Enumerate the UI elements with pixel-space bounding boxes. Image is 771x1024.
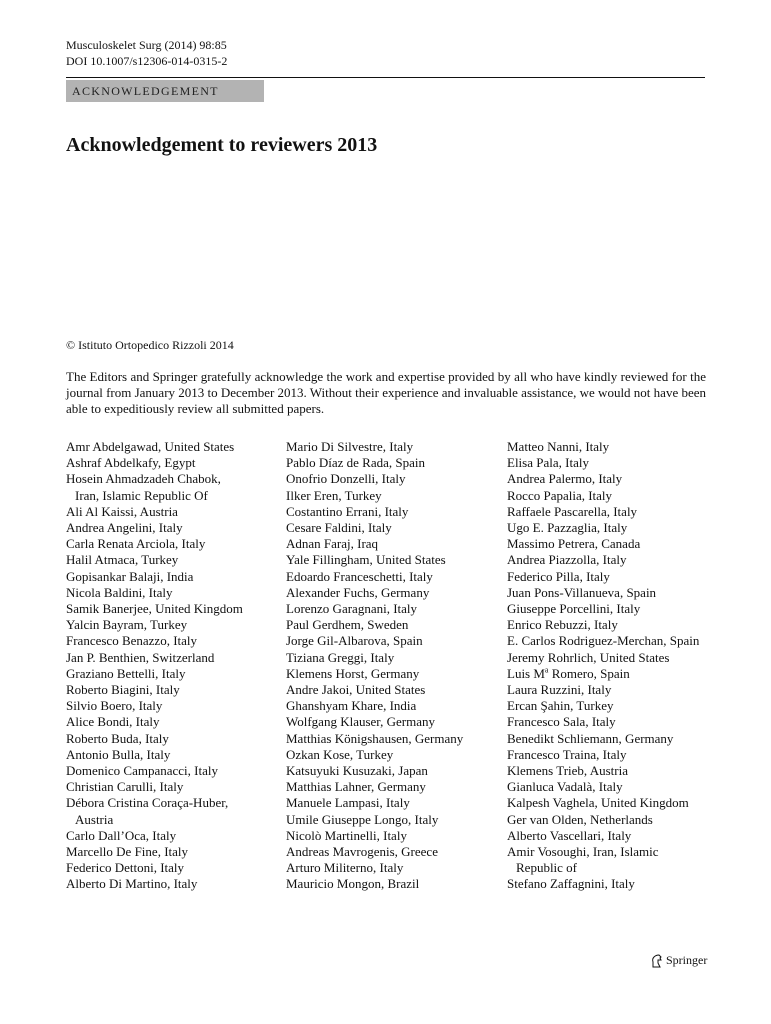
- reviewer-entry: Ger van Olden, Netherlands: [507, 811, 653, 827]
- reviewer-entry: Carla Renata Arciola, Italy: [66, 536, 206, 552]
- header-rule: [66, 77, 705, 78]
- reviewer-entry: Jeremy Rohrlich, United States: [507, 649, 670, 665]
- reviewer-entry: Ashraf Abdelkafy, Egypt: [66, 455, 196, 471]
- reviewer-entry: Adnan Faraj, Iraq: [286, 536, 379, 552]
- reviewer-entry: Arturo Militerno, Italy: [286, 860, 404, 876]
- reviewer-entry: Ilker Eren, Turkey: [286, 487, 382, 503]
- reviewer-entry: Benedikt Schliemann, Germany: [507, 730, 674, 746]
- reviewer-entry: Halil Atmaca, Turkey: [66, 552, 179, 568]
- article-meta: [66, 37, 227, 69]
- reviewer-entry: Nicolò Martinelli, Italy: [286, 827, 407, 843]
- copyright-notice: © Istituto Ortopedico Rizzoli 2014: [66, 338, 234, 352]
- reviewer-entry: Mario Di Silvestre, Italy: [286, 439, 414, 454]
- reviewer-entry: Andrea Palermo, Italy: [507, 471, 623, 487]
- reviewer-entry: Ugo E. Pazzaglia, Italy: [507, 520, 628, 536]
- reviewer-entry: Antonio Bulla, Italy: [66, 746, 171, 762]
- reviewer-entry: Katsuyuki Kusuzaki, Japan: [286, 763, 428, 779]
- reviewer-column-1: [66, 439, 288, 893]
- journal-citation: Musculoskelet Surg (2014) 98:85: [66, 38, 227, 52]
- reviewer-entry: Amir Vosoughi, Iran, Islamic Republic of: [507, 844, 729, 876]
- reviewer-entry: Andre Jakoi, United States: [286, 682, 426, 698]
- reviewer-entry: Roberto Biagini, Italy: [66, 682, 180, 698]
- reviewer-entry: Silvio Boero, Italy: [66, 698, 163, 714]
- reviewer-entry: Hosein Ahmadzadeh Chabok, Iran, Islamic Republic Of: [66, 471, 288, 503]
- reviewer-entry: Mauricio Mongon, Brazil: [286, 876, 420, 892]
- reviewer-entry: Matteo Nanni, Italy: [507, 439, 610, 454]
- reviewer-entry: Francesco Benazzo, Italy: [66, 633, 198, 649]
- reviewer-entry: Matthias Lahner, Germany: [286, 779, 426, 795]
- reviewer-entry: Roberto Buda, Italy: [66, 730, 169, 746]
- reviewer-entry: Yalcin Bayram, Turkey: [66, 617, 188, 633]
- section-tag: ACKNOWLEDGEMENT: [66, 80, 264, 102]
- reviewer-entry: Pablo Díaz de Rada, Spain: [286, 455, 425, 471]
- page-title: Acknowledgement to reviewers 2013: [66, 134, 378, 156]
- reviewer-entry: Yale Fillingham, United States: [286, 552, 446, 568]
- reviewer-entry: Paul Gerdhem, Sweden: [286, 617, 409, 633]
- reviewer-entry: Alberto Vascellari, Italy: [507, 827, 632, 843]
- reviewer-entry: Marcello De Fine, Italy: [66, 844, 189, 860]
- reviewer-entry: Lorenzo Garagnani, Italy: [286, 601, 418, 617]
- reviewer-entry: Stefano Zaffagnini, Italy: [507, 876, 635, 892]
- reviewer-entry: Gianluca Vadalà, Italy: [507, 779, 623, 795]
- reviewer-entry: Nicola Baldini, Italy: [66, 584, 173, 600]
- reviewer-entry: Domenico Campanacci, Italy: [66, 763, 218, 779]
- reviewer-entry: Ali Al Kaissi, Austria: [66, 503, 178, 519]
- publisher-name: Springer: [666, 953, 708, 967]
- reviewer-entry: Andrea Angelini, Italy: [66, 520, 183, 536]
- doi: DOI 10.1007/s12306-014-0315-2: [66, 54, 228, 68]
- reviewer-entry: Ghanshyam Khare, India: [286, 698, 417, 714]
- reviewer-entry: Christian Carulli, Italy: [66, 779, 184, 795]
- reviewer-entry-continuation: Austria: [75, 811, 114, 827]
- reviewer-entry: Tiziana Greggi, Italy: [286, 649, 395, 665]
- reviewer-entry: Costantino Errani, Italy: [286, 503, 409, 519]
- reviewer-entry: Rocco Papalia, Italy: [507, 487, 613, 503]
- reviewer-entry: Alice Bondi, Italy: [66, 714, 160, 730]
- reviewer-entry: E. Carlos Rodriguez-Merchan, Spain: [507, 633, 700, 649]
- reviewer-entry: Débora Cristina Coraça-Huber, Austria: [66, 795, 288, 827]
- reviewer-entry: Klemens Horst, Germany: [286, 665, 420, 681]
- reviewer-entry: Edoardo Franceschetti, Italy: [286, 568, 433, 584]
- publisher-logo: [650, 953, 707, 968]
- reviewer-entry: Umile Giuseppe Longo, Italy: [286, 811, 439, 827]
- reviewer-entry: Alberto Di Martino, Italy: [66, 876, 198, 892]
- springer-horse-icon: [650, 954, 663, 968]
- reviewer-entry: Wolfgang Klauser, Germany: [286, 714, 435, 730]
- reviewer-entry: Gopisankar Balaji, India: [66, 568, 194, 584]
- reviewer-entry: Cesare Faldini, Italy: [286, 520, 392, 536]
- reviewer-entry: Elisa Pala, Italy: [507, 455, 589, 471]
- reviewer-entry: Jan P. Benthien, Switzerland: [66, 649, 215, 665]
- reviewer-entry: Luis $M^a$ Romero, Spain: [507, 665, 630, 681]
- reviewer-entry: Andreas Mavrogenis, Greece: [286, 844, 438, 860]
- reviewer-entry: Ercan Şahin, Turkey: [507, 698, 614, 714]
- reviewer-entry: Federico Pilla, Italy: [507, 568, 610, 584]
- reviewer-entry: Andrea Piazzolla, Italy: [507, 552, 627, 568]
- reviewer-entry: Carlo Dall’Oca, Italy: [66, 827, 177, 843]
- reviewer-entry: Kalpesh Vaghela, United Kingdom: [507, 795, 689, 811]
- reviewer-column-3: [507, 439, 729, 893]
- reviewer-entry: Alexander Fuchs, Germany: [286, 584, 430, 600]
- reviewer-entry: Massimo Petrera, Canada: [507, 536, 641, 552]
- reviewer-entry: Giuseppe Porcellini, Italy: [507, 601, 641, 617]
- reviewer-entry: Federico Dettoni, Italy: [66, 860, 185, 876]
- reviewer-entry: Ozkan Kose, Turkey: [286, 746, 394, 762]
- reviewer-column-2: [286, 439, 508, 893]
- reviewer-entry: Manuele Lampasi, Italy: [286, 795, 410, 811]
- reviewer-entry: Matthias Königshausen, Germany: [286, 730, 464, 746]
- reviewer-entry: Juan Pons-Villanueva, Spain: [507, 584, 657, 600]
- reviewer-entry: Graziano Bettelli, Italy: [66, 665, 186, 681]
- reviewer-entry: Raffaele Pascarella, Italy: [507, 503, 638, 519]
- reviewer-entry: Jorge Gil-Albarova, Spain: [286, 633, 423, 649]
- reviewer-entry: Amr Abdelgawad, United States: [66, 439, 235, 454]
- reviewer-entry: Onofrio Donzelli, Italy: [286, 471, 406, 487]
- intro-paragraph: The Editors and Springer gratefully acknowledge the work and expertise provided by all who have kindly reviewed for the journal from January 2013 to December 2013. Without their experience and invaluable assistance, we would not have been able to expeditiously review all submitted papers.: [66, 369, 707, 416]
- reviewer-entry: Samik Banerjee, United Kingdom: [66, 601, 243, 617]
- reviewer-entry-continuation: Iran, Islamic Republic Of: [75, 487, 208, 503]
- reviewer-entry: Enrico Rebuzzi, Italy: [507, 617, 618, 633]
- reviewer-entry: Laura Ruzzini, Italy: [507, 682, 612, 698]
- reviewer-entry-continuation: Republic of: [516, 860, 578, 876]
- reviewer-entry: Klemens Trieb, Austria: [507, 763, 628, 779]
- reviewer-entry: Francesco Traina, Italy: [507, 746, 627, 762]
- reviewer-entry: Francesco Sala, Italy: [507, 714, 616, 730]
